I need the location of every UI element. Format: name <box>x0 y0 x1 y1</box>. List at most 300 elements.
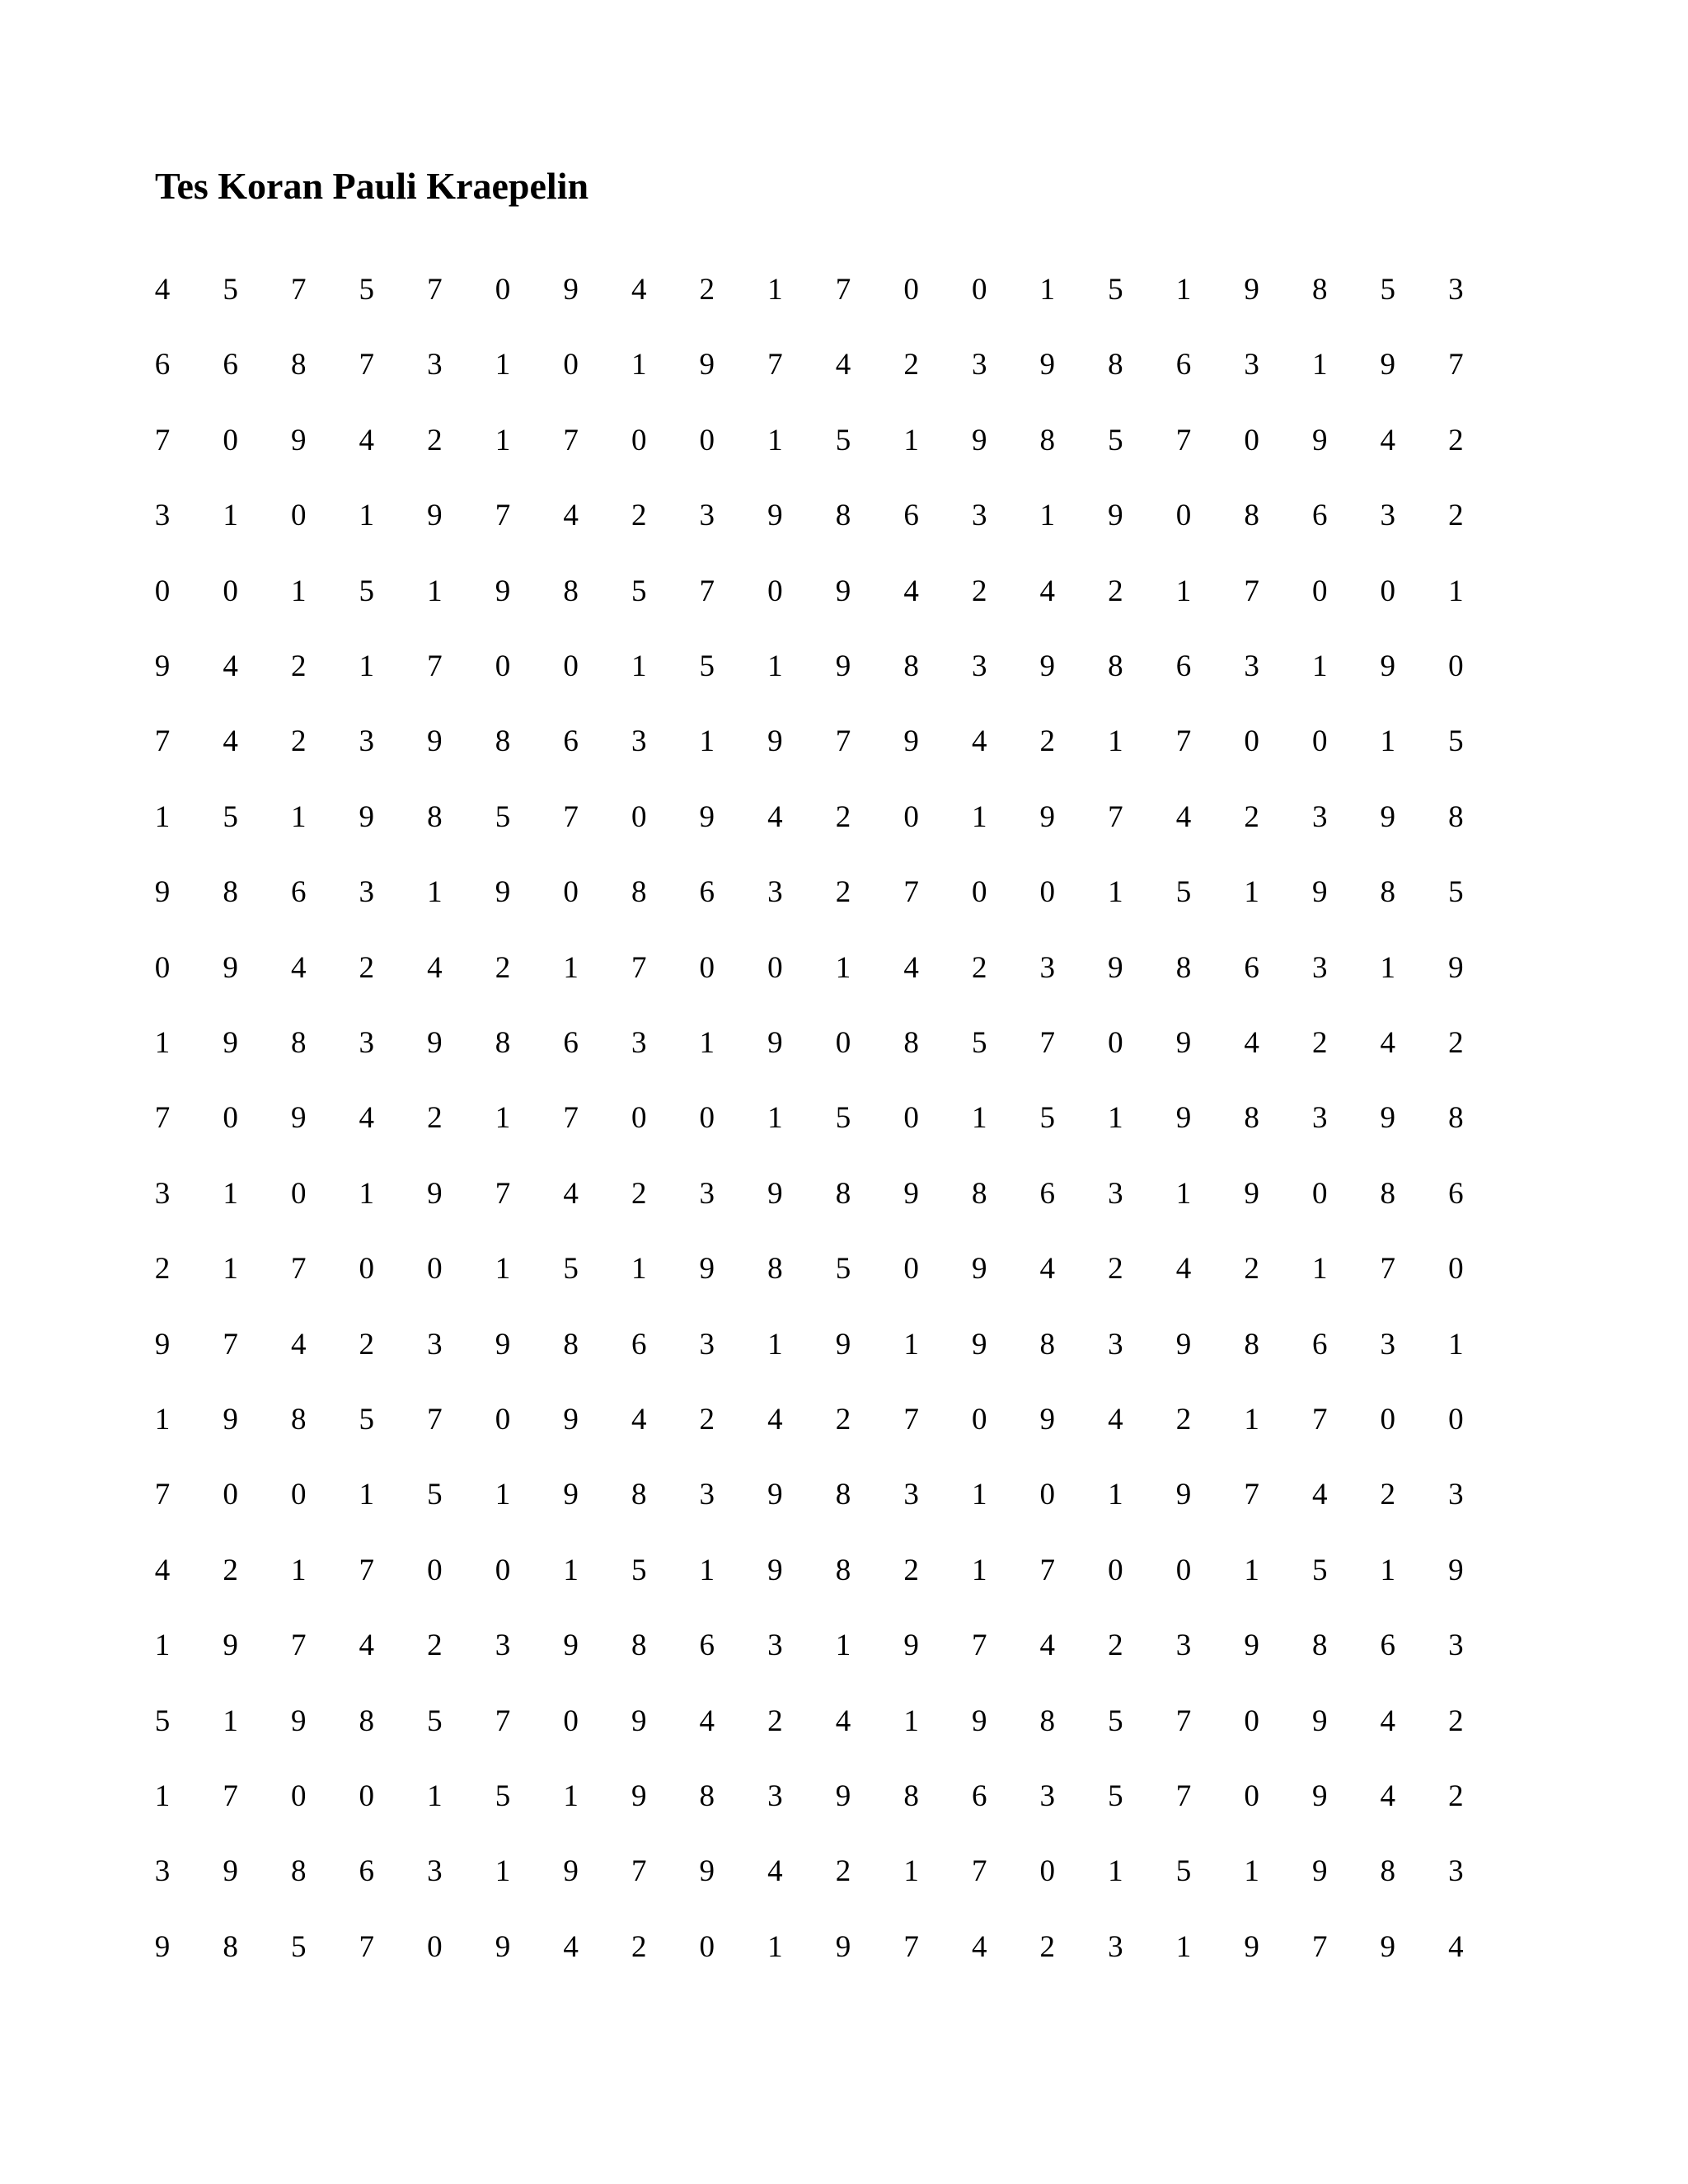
digit-cell: 0 <box>1108 1553 1123 1587</box>
digit-cell: 9 <box>495 1327 511 1361</box>
digit-cell: 9 <box>1108 499 1123 533</box>
digit-cell: 9 <box>563 1854 579 1889</box>
digit-cell: 9 <box>767 1176 783 1211</box>
digit-cell: 1 <box>1108 1101 1123 1136</box>
digit-cell: 8 <box>1039 423 1056 457</box>
digit-cell: 0 <box>223 574 238 608</box>
digit-cell: 0 <box>495 273 511 307</box>
digit-cell: 6 <box>563 1026 579 1060</box>
digit-cell: 9 <box>495 574 511 608</box>
digit-cell: 0 <box>495 649 511 683</box>
digit-cell: 1 <box>1108 724 1123 759</box>
digit-cell: 1 <box>223 1176 238 1211</box>
digit-cell: 9 <box>1380 1929 1396 1964</box>
digit-cell: 9 <box>1039 799 1056 834</box>
digit-cell: 1 <box>154 1403 171 1436</box>
digit-cell: 8 <box>223 1929 238 1964</box>
digit-cell: 1 <box>1244 1403 1259 1436</box>
digit-cell: 4 <box>223 724 238 759</box>
digit-cell: 7 <box>427 273 443 307</box>
digit-cell: 0 <box>223 1478 238 1512</box>
digit-cell: 0 <box>154 950 171 985</box>
digit-cell: 3 <box>1311 950 1328 985</box>
digit-cell: 9 <box>427 1026 443 1060</box>
digit-cell: 0 <box>1311 574 1328 608</box>
digit-cell: 9 <box>1244 1629 1259 1663</box>
digit-cell: 9 <box>1175 1026 1192 1060</box>
digit-cell: 4 <box>154 1553 171 1587</box>
digit-cell: 0 <box>1039 1478 1056 1512</box>
digit-cell: 4 <box>767 799 783 834</box>
digit-cell: 2 <box>971 574 987 608</box>
digit-cell: 0 <box>290 1176 307 1211</box>
digit-cell: 8 <box>1244 499 1259 533</box>
digit-cell: 4 <box>1380 1704 1396 1738</box>
digit-cell: 5 <box>1108 1704 1123 1738</box>
digit-cell: 7 <box>903 1929 919 1964</box>
digit-cell: 2 <box>631 1176 647 1211</box>
digit-cell: 7 <box>427 649 443 683</box>
digit-cell: 8 <box>631 1478 647 1512</box>
digit-cell: 3 <box>971 649 987 683</box>
digit-cell: 6 <box>971 1779 987 1813</box>
digit-cell: 5 <box>1448 724 1464 759</box>
digit-cell: 5 <box>1175 875 1192 910</box>
digit-cell: 1 <box>563 1779 579 1813</box>
digit-cell: 2 <box>971 950 987 985</box>
digit-cell: 1 <box>495 1252 511 1286</box>
digit-cell: 0 <box>1244 1704 1259 1738</box>
digit-cell: 5 <box>1108 423 1123 457</box>
digit-cell: 1 <box>154 1629 171 1663</box>
digit-cell: 3 <box>971 348 987 382</box>
digit-cell: 2 <box>495 950 511 985</box>
digit-cell: 9 <box>699 799 715 834</box>
digit-cell: 9 <box>903 724 919 759</box>
digit-cell: 7 <box>903 1403 919 1436</box>
digit-cell: 8 <box>223 875 238 910</box>
digit-cell: 7 <box>290 1252 307 1286</box>
digit-cell: 8 <box>563 574 579 608</box>
digit-cell: 1 <box>495 348 511 382</box>
digit-cell: 1 <box>1244 875 1259 910</box>
digit-cell: 9 <box>563 1403 579 1436</box>
digit-cell: 9 <box>1380 799 1396 834</box>
digit-cell: 8 <box>495 724 511 759</box>
digit-cell: 0 <box>1448 649 1464 683</box>
digit-cell: 3 <box>971 499 987 533</box>
digit-cell: 9 <box>290 423 307 457</box>
digit-cell: 7 <box>1311 1403 1328 1436</box>
digit-cell: 1 <box>1311 649 1328 683</box>
digit-cell: 9 <box>290 1101 307 1136</box>
digit-cell: 3 <box>495 1629 511 1663</box>
digit-cell: 5 <box>427 1478 443 1512</box>
digit-cell: 2 <box>699 1403 715 1436</box>
digit-cell: 1 <box>1108 875 1123 910</box>
digit-cell: 3 <box>427 1327 443 1361</box>
digit-cell: 0 <box>563 875 579 910</box>
digit-cell: 0 <box>903 799 919 834</box>
digit-cell: 3 <box>1380 499 1396 533</box>
digit-cell: 1 <box>631 348 647 382</box>
digit-cell: 9 <box>971 1704 987 1738</box>
digit-cell: 3 <box>631 724 647 759</box>
digit-cell: 4 <box>767 1403 783 1436</box>
digit-cell: 3 <box>154 1176 171 1211</box>
digit-cell: 9 <box>495 875 511 910</box>
digit-cell: 2 <box>835 1854 851 1889</box>
digit-cell: 7 <box>971 1854 987 1889</box>
digit-cell: 6 <box>1244 950 1259 985</box>
document-title: Tes Koran Pauli Kraepelin <box>155 165 589 207</box>
digit-cell: 9 <box>903 1176 919 1211</box>
digit-cell: 1 <box>563 950 579 985</box>
digit-cell: 1 <box>223 1252 238 1286</box>
digit-cell: 9 <box>1311 875 1328 910</box>
digit-cell: 9 <box>1380 1101 1396 1136</box>
digit-cell: 4 <box>1380 1026 1396 1060</box>
digit-cell: 7 <box>495 499 511 533</box>
digit-cell: 0 <box>1039 1854 1056 1889</box>
digit-cell: 2 <box>427 1629 443 1663</box>
digit-cell: 1 <box>427 875 443 910</box>
digit-cell: 8 <box>631 1629 647 1663</box>
digit-cell: 3 <box>767 875 783 910</box>
digit-cell: 9 <box>699 1252 715 1286</box>
digit-cell: 0 <box>631 1101 647 1136</box>
digit-cell: 8 <box>835 1176 851 1211</box>
digit-cell: 4 <box>359 1629 375 1663</box>
digit-cell: 9 <box>563 1629 579 1663</box>
digit-cell: 0 <box>903 273 919 307</box>
digit-cell: 5 <box>631 574 647 608</box>
digit-cell: 2 <box>1448 1704 1464 1738</box>
digit-cell: 4 <box>290 950 307 985</box>
digit-cell: 9 <box>767 1478 783 1512</box>
digit-cell: 7 <box>631 950 647 985</box>
digit-cell: 4 <box>1380 1779 1396 1813</box>
digit-cell: 4 <box>359 423 375 457</box>
digit-cell: 6 <box>1175 348 1192 382</box>
digit-cell: 2 <box>835 1403 851 1436</box>
digit-cell: 1 <box>903 1327 919 1361</box>
digit-cell: 9 <box>223 1403 238 1436</box>
digit-cell: 9 <box>154 875 171 910</box>
digit-cell: 7 <box>1448 348 1464 382</box>
digit-cell: 2 <box>1244 1252 1259 1286</box>
digit-cell: 7 <box>631 1854 647 1889</box>
digit-cell: 9 <box>835 649 851 683</box>
digit-cell: 2 <box>154 1252 171 1286</box>
digit-cell: 0 <box>359 1252 375 1286</box>
digit-cell: 9 <box>631 1779 647 1813</box>
digit-cell: 5 <box>835 423 851 457</box>
digit-cell: 0 <box>290 1478 307 1512</box>
digit-cell: 7 <box>359 1929 375 1964</box>
digit-cell: 9 <box>427 724 443 759</box>
digit-cell: 3 <box>427 348 443 382</box>
digit-cell: 1 <box>631 649 647 683</box>
digit-cell: 6 <box>1311 499 1328 533</box>
digit-cell: 3 <box>1108 1929 1123 1964</box>
digit-cell: 0 <box>427 1252 443 1286</box>
digit-cell: 0 <box>427 1553 443 1587</box>
digit-cell: 8 <box>699 1779 715 1813</box>
digit-cell: 9 <box>154 649 171 683</box>
digit-cell: 0 <box>767 574 783 608</box>
digit-cell: 2 <box>1448 1026 1464 1060</box>
digit-cell: 2 <box>1175 1403 1192 1436</box>
digit-cell: 3 <box>359 1026 375 1060</box>
digit-cell: 8 <box>631 875 647 910</box>
digit-cell: 9 <box>835 1929 851 1964</box>
digit-cell: 2 <box>1108 574 1123 608</box>
digit-cell: 4 <box>1448 1929 1464 1964</box>
digit-cell: 9 <box>1039 1403 1056 1436</box>
digit-cell: 8 <box>1448 799 1464 834</box>
digit-cell: 2 <box>1039 724 1056 759</box>
digit-cell: 2 <box>631 1929 647 1964</box>
digit-cell: 5 <box>1108 1779 1123 1813</box>
digit-cell: 8 <box>1380 1854 1396 1889</box>
digit-cell: 8 <box>1039 1704 1056 1738</box>
digit-cell: 5 <box>1448 875 1464 910</box>
digit-cell: 8 <box>971 1176 987 1211</box>
digit-cell: 0 <box>903 1252 919 1286</box>
digit-cell: 0 <box>1039 875 1056 910</box>
digit-cell: 5 <box>495 799 511 834</box>
digit-cell: 9 <box>631 1704 647 1738</box>
digit-cell: 0 <box>1244 423 1259 457</box>
digit-cell: 6 <box>223 348 238 382</box>
digit-cell: 4 <box>359 1101 375 1136</box>
digit-cell: 8 <box>359 1704 375 1738</box>
digit-cell: 0 <box>1380 1403 1396 1436</box>
digit-cell: 7 <box>427 1403 443 1436</box>
digit-cell: 2 <box>1039 1929 1056 1964</box>
digit-cell: 0 <box>835 1026 851 1060</box>
digit-cell: 9 <box>154 1327 171 1361</box>
digit-cell: 4 <box>903 950 919 985</box>
digit-cell: 5 <box>359 273 375 307</box>
digit-cell: 1 <box>1175 1929 1192 1964</box>
digit-cell: 7 <box>495 1176 511 1211</box>
digit-cell: 9 <box>1311 1704 1328 1738</box>
digit-cell: 9 <box>1311 1854 1328 1889</box>
digit-cell: 8 <box>835 499 851 533</box>
digit-cell: 5 <box>427 1704 443 1738</box>
digit-cell: 2 <box>903 348 919 382</box>
digit-cell: 1 <box>971 1478 987 1512</box>
digit-cell: 1 <box>495 1101 511 1136</box>
digit-cell: 9 <box>1175 1327 1192 1361</box>
digit-cell: 4 <box>290 1327 307 1361</box>
digit-cell: 7 <box>1244 1478 1259 1512</box>
digit-cell: 4 <box>835 348 851 382</box>
digit-cell: 9 <box>971 423 987 457</box>
digit-cell: 4 <box>223 649 238 683</box>
digit-cell: 7 <box>154 1478 171 1512</box>
digit-cell: 9 <box>223 1026 238 1060</box>
digit-cell: 4 <box>631 1403 647 1436</box>
digit-cell: 1 <box>563 1553 579 1587</box>
digit-cell: 9 <box>223 1854 238 1889</box>
digit-cell: 4 <box>699 1704 715 1738</box>
digit-cell: 9 <box>699 1854 715 1889</box>
digit-cell: 1 <box>767 649 783 683</box>
digit-cell: 7 <box>563 423 579 457</box>
digit-cell: 7 <box>290 273 307 307</box>
digit-cell: 9 <box>767 1553 783 1587</box>
digit-cell: 7 <box>699 574 715 608</box>
digit-cell: 2 <box>223 1553 238 1587</box>
digit-cell: 7 <box>223 1779 238 1813</box>
digit-cell: 8 <box>290 1403 307 1436</box>
digit-cell: 5 <box>631 1553 647 1587</box>
digit-cell: 8 <box>1311 273 1328 307</box>
digit-cell: 4 <box>1175 799 1192 834</box>
digit-cell: 9 <box>1380 348 1396 382</box>
digit-cell: 2 <box>290 724 307 759</box>
digit-cell: 0 <box>971 875 987 910</box>
digit-cell: 8 <box>1039 1327 1056 1361</box>
digit-cell: 4 <box>1380 423 1396 457</box>
digit-cell: 2 <box>767 1704 783 1738</box>
digit-cell: 3 <box>1039 950 1056 985</box>
digit-cell: 7 <box>1244 574 1259 608</box>
digit-cell: 9 <box>835 1779 851 1813</box>
digit-cell: 6 <box>1380 1629 1396 1663</box>
digit-cell: 1 <box>699 724 715 759</box>
digit-cell: 3 <box>1244 649 1259 683</box>
digit-cell: 0 <box>767 950 783 985</box>
digit-cell: 8 <box>427 799 443 834</box>
digit-cell: 0 <box>359 1779 375 1813</box>
digit-cell: 7 <box>1175 1704 1192 1738</box>
digit-cell: 1 <box>1448 1327 1464 1361</box>
digit-cell: 0 <box>290 499 307 533</box>
digit-cell: 3 <box>1175 1629 1192 1663</box>
digit-cell: 8 <box>835 1553 851 1587</box>
digit-cell: 4 <box>1039 1629 1056 1663</box>
digit-cell: 1 <box>495 1478 511 1512</box>
digit-cell: 1 <box>903 1854 919 1889</box>
digit-cell: 0 <box>223 423 238 457</box>
digit-cell: 7 <box>835 273 851 307</box>
digit-cell: 9 <box>290 1704 307 1738</box>
digit-cell: 3 <box>631 1026 647 1060</box>
digit-cell: 0 <box>1175 1553 1192 1587</box>
digit-cell: 2 <box>903 1553 919 1587</box>
digit-cell: 4 <box>154 273 171 307</box>
digit-cell: 3 <box>1448 1854 1464 1889</box>
digit-cell: 1 <box>154 1026 171 1060</box>
digit-cell: 7 <box>1108 799 1123 834</box>
digit-cell: 1 <box>290 574 307 608</box>
digit-cell: 8 <box>835 1478 851 1512</box>
digit-cell: 1 <box>495 1854 511 1889</box>
digit-cell: 9 <box>699 348 715 382</box>
digit-cell: 1 <box>1311 348 1328 382</box>
digit-cell: 4 <box>1108 1403 1123 1436</box>
digit-cell: 8 <box>1244 1101 1259 1136</box>
digit-cell: 5 <box>835 1252 851 1286</box>
digit-cell: 0 <box>495 1553 511 1587</box>
digit-cell: 3 <box>903 1478 919 1512</box>
digit-cell: 7 <box>154 1101 171 1136</box>
digit-cell: 1 <box>1108 1478 1123 1512</box>
digit-cell: 4 <box>767 1854 783 1889</box>
digit-cell: 1 <box>903 1704 919 1738</box>
digit-cell: 0 <box>1448 1403 1464 1436</box>
digit-cell: 8 <box>1244 1327 1259 1361</box>
digit-cell: 2 <box>427 423 443 457</box>
digit-cell: 0 <box>1448 1252 1464 1286</box>
digit-cell: 7 <box>971 1629 987 1663</box>
digit-cell: 5 <box>154 1704 171 1738</box>
digit-cell: 0 <box>1244 1779 1259 1813</box>
digit-cell: 6 <box>1175 649 1192 683</box>
digit-cell: 4 <box>1175 1252 1192 1286</box>
digit-cell: 1 <box>223 1704 238 1738</box>
digit-cell: 4 <box>835 1704 851 1738</box>
digit-cell: 3 <box>154 499 171 533</box>
digit-cell: 5 <box>1039 1101 1056 1136</box>
digit-cell: 9 <box>767 499 783 533</box>
digit-cell: 3 <box>699 1176 715 1211</box>
digit-cell: 7 <box>563 1101 579 1136</box>
digit-cell: 1 <box>427 1779 443 1813</box>
digit-cell: 6 <box>154 348 171 382</box>
digit-cell: 6 <box>699 875 715 910</box>
digit-cell: 3 <box>1039 1779 1056 1813</box>
digit-cell: 0 <box>563 1704 579 1738</box>
digit-cell: 1 <box>971 1553 987 1587</box>
digit-cell: 0 <box>223 1101 238 1136</box>
digit-cell: 0 <box>1380 574 1396 608</box>
digit-cell: 7 <box>903 875 919 910</box>
digit-cell: 2 <box>359 950 375 985</box>
digit-cell: 2 <box>1448 423 1464 457</box>
digit-cell: 9 <box>835 574 851 608</box>
digit-cell: 7 <box>835 724 851 759</box>
digit-cell: 0 <box>699 1929 715 1964</box>
digit-cell: 1 <box>1311 1252 1328 1286</box>
digit-cell: 1 <box>1108 1854 1123 1889</box>
digit-cell: 7 <box>223 1327 238 1361</box>
digit-cell: 1 <box>631 1252 647 1286</box>
digit-cell: 7 <box>1039 1026 1056 1060</box>
digit-cell: 9 <box>1380 649 1396 683</box>
digit-cell: 1 <box>359 649 375 683</box>
digit-cell: 8 <box>563 1327 579 1361</box>
digit-cell: 9 <box>1039 649 1056 683</box>
digit-cell: 1 <box>1244 1553 1259 1587</box>
digit-cell: 4 <box>427 950 443 985</box>
digit-cell: 5 <box>1311 1553 1328 1587</box>
digit-cell: 1 <box>835 1629 851 1663</box>
digit-cell: 8 <box>767 1252 783 1286</box>
digit-cell: 5 <box>563 1252 579 1286</box>
digit-cell: 3 <box>699 499 715 533</box>
digit-cell: 0 <box>903 1101 919 1136</box>
digit-cell: 7 <box>1175 1779 1192 1813</box>
digit-cell: 2 <box>1108 1252 1123 1286</box>
digit-cell: 8 <box>903 1779 919 1813</box>
digit-cell: 8 <box>1448 1101 1464 1136</box>
digit-cell: 5 <box>1108 273 1123 307</box>
